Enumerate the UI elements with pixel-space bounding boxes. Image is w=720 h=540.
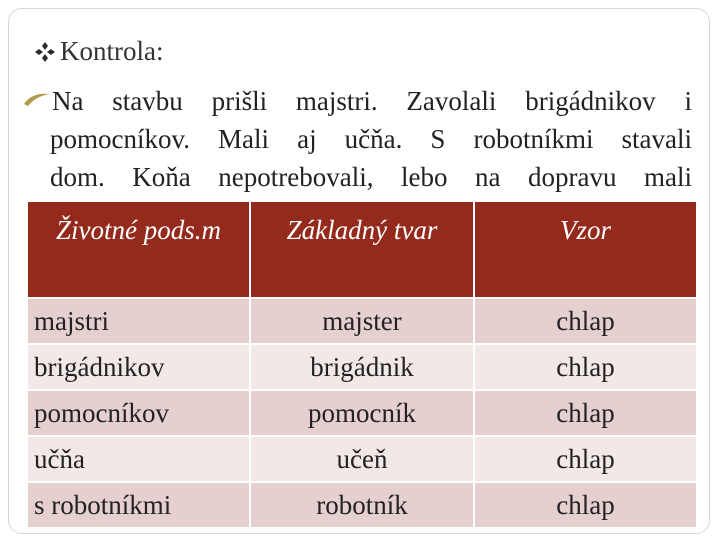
header-zivotne: Životné pods.m	[28, 202, 250, 298]
header-zakladny-tvar: Základný tvar	[250, 202, 474, 298]
cell-form: brigádnikov	[28, 344, 250, 390]
cell-pattern: chlap	[474, 482, 696, 527]
cell-form: majstri	[28, 298, 250, 344]
cell-form: pomocníkov	[28, 390, 250, 436]
paragraph-line: dom. Koňa nepotrebovali, lebo na dopravu mali	[50, 162, 692, 192]
swoosh-bullet-icon	[22, 80, 52, 98]
cell-base-form: pomocník	[250, 390, 474, 436]
cell-base-form: učeň	[250, 436, 474, 482]
header-vzor: Vzor	[474, 202, 696, 298]
diamond-bullet-icon	[34, 41, 56, 63]
exercise-paragraph	[22, 80, 692, 196]
table-row	[28, 298, 696, 344]
table-row	[28, 344, 696, 390]
cell-form: s robotníkmi	[28, 482, 250, 527]
table-row	[28, 482, 696, 527]
table-header-row	[28, 202, 696, 298]
table-row	[28, 390, 696, 436]
cell-pattern: chlap	[474, 436, 696, 482]
table-row	[28, 436, 696, 482]
cell-base-form: brigádnik	[250, 344, 474, 390]
cell-pattern: chlap	[474, 344, 696, 390]
paragraph-line: Na stavbu prišli majstri. Zavolali brigádnikov i	[22, 80, 692, 120]
paragraph-line: pomocníkov. Mali aj učňa. S robotníkmi stavali	[50, 124, 692, 154]
heading-text: Kontrola:	[60, 36, 164, 66]
noun-table	[28, 202, 696, 527]
cell-form: učňa	[28, 436, 250, 482]
cell-base-form: robotník	[250, 482, 474, 527]
cell-pattern: chlap	[474, 390, 696, 436]
cell-pattern: chlap	[474, 298, 696, 344]
cell-base-form: majster	[250, 298, 474, 344]
slide-heading	[34, 36, 163, 67]
